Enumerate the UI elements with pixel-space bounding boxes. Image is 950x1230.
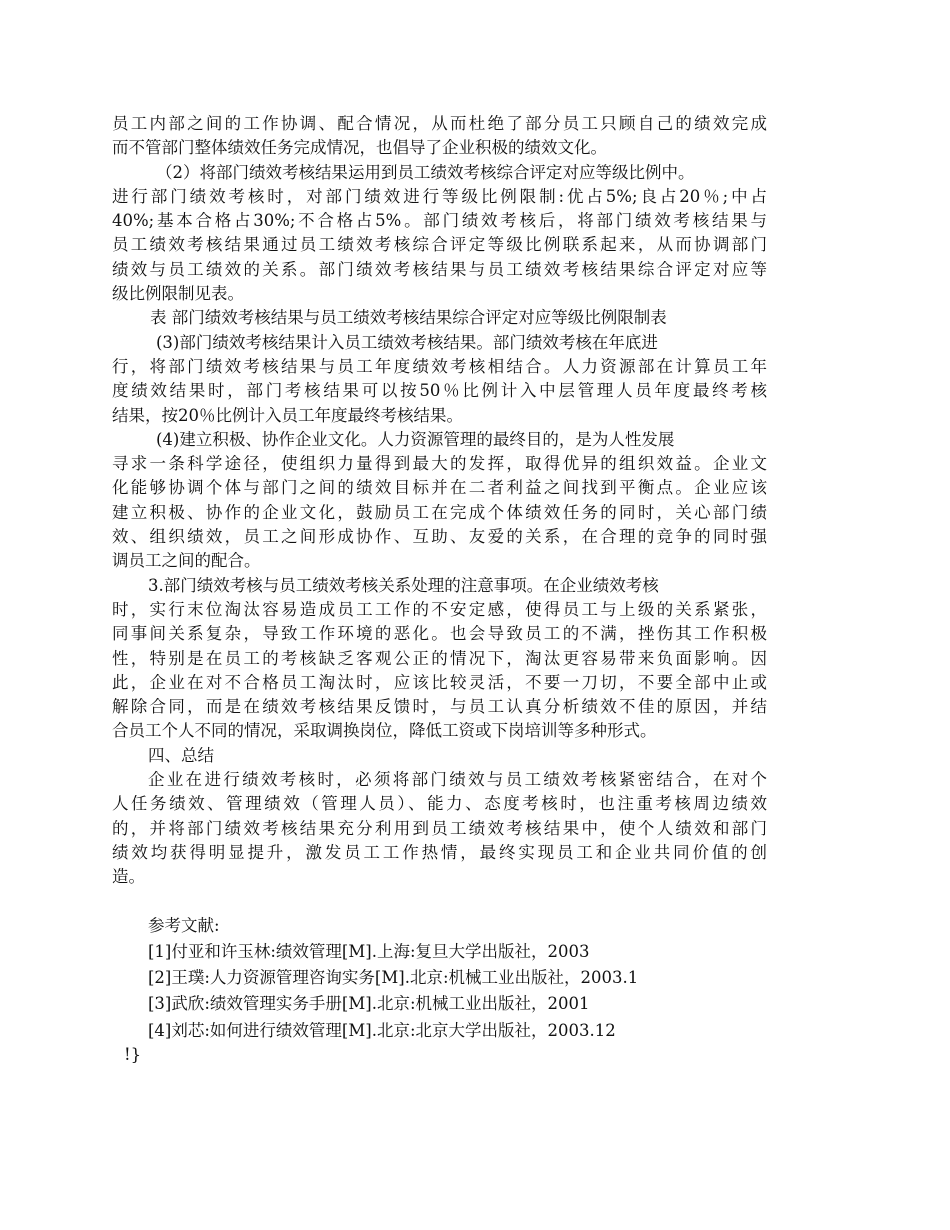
paragraph-2 bbox=[112, 161, 767, 307]
text-line: 效、组织绩效，员工之间形成协作、互助、友爱的关系，在合理的竞争的同时强 bbox=[112, 527, 767, 547]
references bbox=[112, 914, 767, 1043]
reference-item: [4]刘芯:如何进行绩效管理[M].北京:北京大学出版社，2003.12 bbox=[148, 1020, 616, 1040]
paragraph-4 bbox=[112, 428, 767, 574]
text-line: 而不管部门整体绩效任务完成情况，也倡导了企业积极的绩效文化。 bbox=[112, 138, 607, 158]
text-line: 建立积极、协作的企业文化，鼓励员工在完成个体绩效任务的同时，关心部门绩 bbox=[112, 502, 767, 522]
text-line: 绩效均获得明显提升，激发员工工作热情，最终实现员工和企业共同价值的创 bbox=[112, 842, 767, 862]
text-line: 员工内部之间的工作协调、配合情况，从而杜绝了部分员工只顾自己的绩效完成 bbox=[112, 114, 767, 133]
text-line: 企业在进行绩效考核时，必须将部门绩效与员工绩效考核紧密结合，在对个 bbox=[148, 770, 767, 790]
text-line: 人任务绩效、管理绩效（管理人员）、能力、态度考核时，也注重考核周边绩效 bbox=[112, 794, 767, 814]
text-line: 造。 bbox=[112, 867, 145, 887]
text-line: (4)建立积极、协作企业文化。人力资源管理的最终目的，是为人性发展 bbox=[156, 429, 675, 449]
text-line: 寻求一条科学途径，使组织力量得到最大的发挥，取得优异的组织效益。企业文 bbox=[112, 454, 767, 474]
text-line: 进行部门绩效考核时，对部门绩效进行等级比例限制:优占5%;良占20％;中占 bbox=[112, 186, 767, 206]
text-line: 的，并将部门绩效考核结果充分利用到员工绩效考核结果中，使个人绩效和部门 bbox=[112, 818, 767, 838]
text-line: 绩效与员工绩效的关系。部门绩效考核结果与员工绩效考核结果综合评定对应等 bbox=[112, 259, 767, 279]
text-line: 40%;基本合格占30%;不合格占5%。部门绩效考核后，将部门绩效考核结果与 bbox=[112, 211, 767, 231]
text-line: 员工绩效考核结果通过员工绩效考核综合评定等级比例联系起来，从而协调部门 bbox=[112, 235, 767, 255]
text-line: 3.部门绩效考核与员工绩效考核关系处理的注意事项。在企业绩效考核 bbox=[148, 575, 659, 595]
references-title: 参考文献: bbox=[148, 915, 220, 935]
text-line: 合员工个人不同的情况，采取调换岗位，降低工资或下岗培训等多种形式。 bbox=[112, 721, 657, 741]
text-line: 调员工之间的配合。 bbox=[112, 551, 261, 571]
reference-item: [1]付亚和许玉林:绩效管理[M].上海:复旦大学出版社，2003 bbox=[148, 941, 590, 961]
reference-item: [3]武欣:绩效管理实务手册[M].北京:机械工业出版社，2001 bbox=[148, 994, 590, 1014]
text-line: 性，特别是在员工的考核缺乏客观公正的情况下，淘汰更容易带来负面影响。因 bbox=[112, 648, 767, 668]
document-page bbox=[112, 112, 767, 1067]
text-line: 解除合同，而是在绩效考核结果反馈时，与员工认真分析绩效不佳的原因，并结 bbox=[112, 697, 767, 717]
paragraph-3 bbox=[112, 331, 767, 428]
paragraph-6 bbox=[112, 768, 767, 889]
text-line: 化能够协调个体与部门之间的绩效目标并在二者利益之间找到平衡点。企业应该 bbox=[112, 478, 767, 498]
text-line: 此，企业在对不合格员工淘汰时，应该比较灵活，不要一刀切，不要全部中止或 bbox=[112, 672, 767, 692]
reference-item: [2]王璞:人力资源管理咨询实务[M].北京:机械工业出版社，2003.1 bbox=[148, 968, 639, 988]
text-line: 时，实行末位淘汰容易造成员工工作的不安定感，使得员工与上级的关系紧张， bbox=[112, 599, 767, 619]
section-heading: 四、总结 bbox=[148, 745, 214, 765]
text-line: 同事间关系复杂，导致工作环境的恶化。也会导致员工的不满，挫伤其工作积极 bbox=[112, 624, 767, 644]
text-line: （2）将部门绩效考核结果运用到员工绩效考核综合评定对应等级比例中。 bbox=[156, 162, 695, 182]
text-line: (3)部门绩效考核结果计入员工绩效考核结果。部门绩效考核在年底进 bbox=[156, 332, 658, 352]
text-line: 行，将部门绩效考核结果与员工年度绩效考核相结合。人力资源部在计算员工年 bbox=[112, 356, 767, 376]
paragraph-1 bbox=[112, 112, 767, 161]
table-caption: 表 部门绩效考核结果与员工绩效考核结果综合评定对应等级比例限制表 bbox=[150, 308, 667, 328]
text-line: 结果，按20％比例计入员工年度最终考核结果。 bbox=[112, 405, 463, 425]
text-line: 度绩效结果时，部门考核结果可以按50％比例计入中层管理人员年度最终考核 bbox=[112, 381, 767, 401]
trailing-text: !} bbox=[124, 1044, 142, 1064]
paragraph-5 bbox=[112, 574, 767, 744]
text-line: 级比例限制见表。 bbox=[112, 284, 244, 304]
spacer bbox=[112, 890, 767, 912]
